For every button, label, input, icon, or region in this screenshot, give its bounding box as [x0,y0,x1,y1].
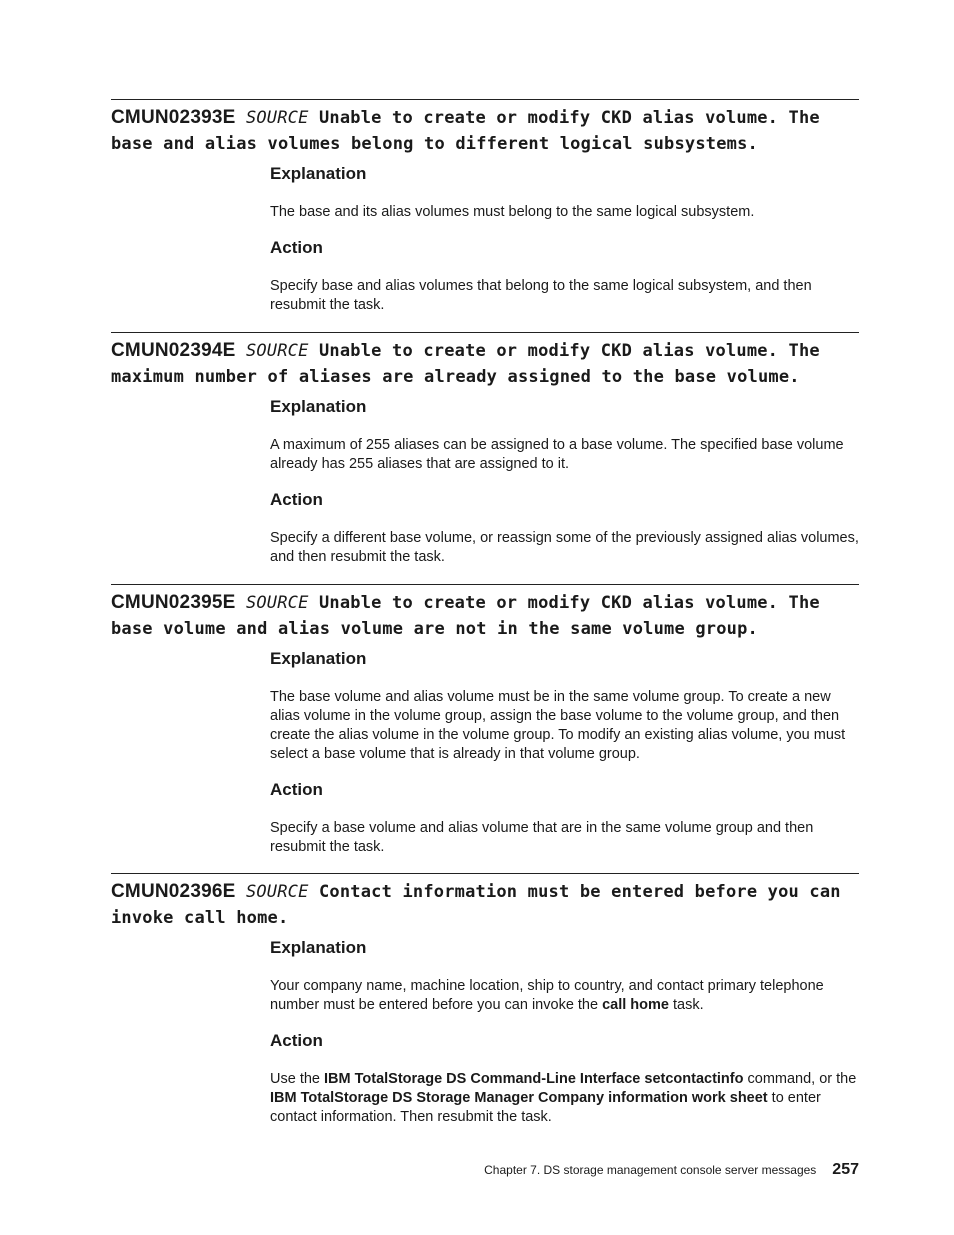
message-block [111,99,859,315]
message-code: CMUN02393E [111,107,236,128]
explanation-heading: Explanation [270,164,367,183]
message-heading [111,590,859,642]
message-code: CMUN02395E [111,592,236,613]
message-body [270,938,860,1127]
message-block [111,873,859,1127]
message-heading [111,105,859,157]
message-body [270,649,860,857]
message-body [270,397,860,567]
explanation-text: Your company name, machine location, ship to country, and contact primary telephone number must be entered before you can invoke the call home task. [270,978,824,1013]
action-heading: Action [270,780,323,799]
message-source: SOURCE [245,593,309,613]
cli-setcontactinfo-term: IBM TotalStorage DS Command-Line Interface setcontactinfo [324,1071,744,1087]
message-body [270,164,860,315]
action-text: Specify base and alias volumes that belong to the same logical subsystem, and then resubmit the task. [270,278,812,313]
message-block [111,332,859,567]
explanation-heading: Explanation [270,649,367,668]
action-heading: Action [270,238,323,257]
message-title: Unable to create or modify CKD alias volume. The base volume and alias volume are not in the same volume group. [111,593,820,639]
message-title: Contact information must be entered before you can invoke call home. [111,882,841,928]
explanation-heading: Explanation [270,938,367,957]
action-text: Specify a different base volume, or reassign some of the previously assigned alias volumes, and then resubmit the task. [270,530,859,565]
message-source: SOURCE [245,108,309,128]
action-text: Specify a base volume and alias volume that are in the same volume group and then resubmit the task. [270,820,814,855]
message-code: CMUN02396E [111,881,236,902]
message-heading [111,879,859,931]
action-heading: Action [270,1031,323,1050]
page-footer [484,1161,859,1179]
message-title: Unable to create or modify CKD alias volume. The base and alias volumes belong to different logical subsystems. [111,108,820,154]
call-home-term: call home [602,997,669,1013]
action-heading: Action [270,490,323,509]
explanation-text: A maximum of 255 aliases can be assigned to a base volume. The specified base volume already has 255 aliases that are assigned to it. [270,437,844,472]
explanation-text: The base and its alias volumes must belong to the same logical subsystem. [270,204,755,220]
message-title: Unable to create or modify CKD alias volume. The maximum number of aliases are already assigned to the base volume. [111,341,820,387]
message-source: SOURCE [245,882,309,902]
explanation-text: The base volume and alias volume must be in the same volume group. To create a new alias volume in the volume group, assign the base volume to the volume group, and then create the alias volume in the volume group. To modify an existing alias volume, you must select a base volume that is already in that volume group. [270,689,846,762]
message-heading [111,338,859,390]
message-source: SOURCE [245,341,309,361]
message-code: CMUN02394E [111,340,236,361]
page-number: 257 [832,1161,859,1178]
footer-chapter: Chapter 7. DS storage management console server messages [484,1163,817,1177]
company-info-worksheet-term: IBM TotalStorage DS Storage Manager Company information work sheet [270,1090,768,1106]
explanation-heading: Explanation [270,397,367,416]
message-block [111,584,859,857]
action-text: Use the IBM TotalStorage DS Command-Line Interface setcontactinfo command, or the IBM TotalStorage DS Storage Manager Company information work sheet to enter contact information. Then resubmit the task. [270,1071,857,1125]
